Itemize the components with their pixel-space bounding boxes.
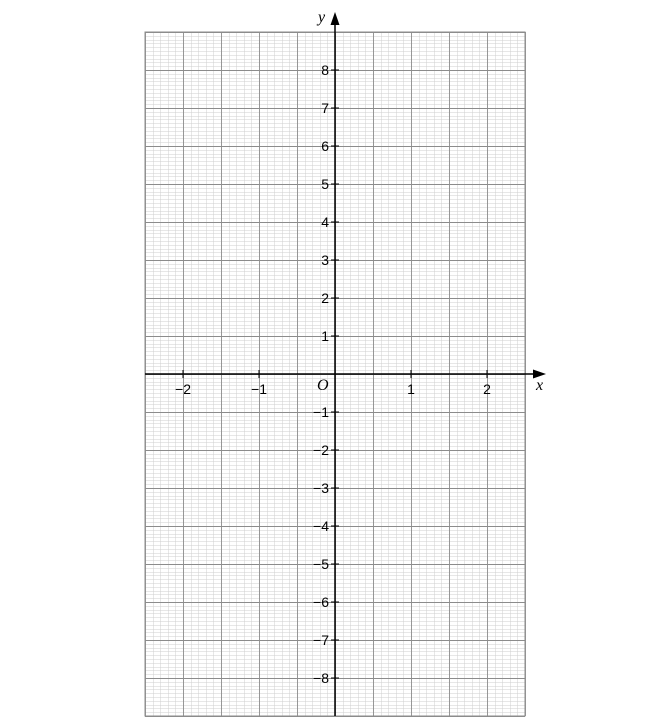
y-axis-label: y — [318, 9, 326, 26]
y-tick-label: −1 — [313, 404, 329, 420]
x-tick-label: 2 — [483, 381, 491, 397]
y-tick-label: −4 — [313, 518, 329, 534]
x-axis-label: x — [536, 377, 544, 394]
y-tick-label: −3 — [313, 480, 329, 496]
x-tick-label: −2 — [175, 381, 191, 397]
y-tick-label: −7 — [313, 632, 329, 648]
y-tick-label: 4 — [321, 214, 329, 230]
x-tick-label: 1 — [407, 381, 415, 397]
y-tick-label: −8 — [313, 670, 329, 686]
y-tick-label: 8 — [321, 62, 329, 78]
y-tick-label: 7 — [321, 100, 329, 116]
y-tick-label: −5 — [313, 556, 329, 572]
x-tick-label: −1 — [251, 381, 267, 397]
y-tick-label: −6 — [313, 594, 329, 610]
y-axis-arrow — [331, 12, 340, 25]
y-tick-label: 5 — [321, 176, 329, 192]
y-tick-label: 3 — [321, 252, 329, 268]
y-tick-label: −2 — [313, 442, 329, 458]
y-tick-label: 2 — [321, 290, 329, 306]
origin-label: O — [317, 377, 329, 394]
y-tick-label: 6 — [321, 138, 329, 154]
y-tick-label: 1 — [321, 328, 329, 344]
